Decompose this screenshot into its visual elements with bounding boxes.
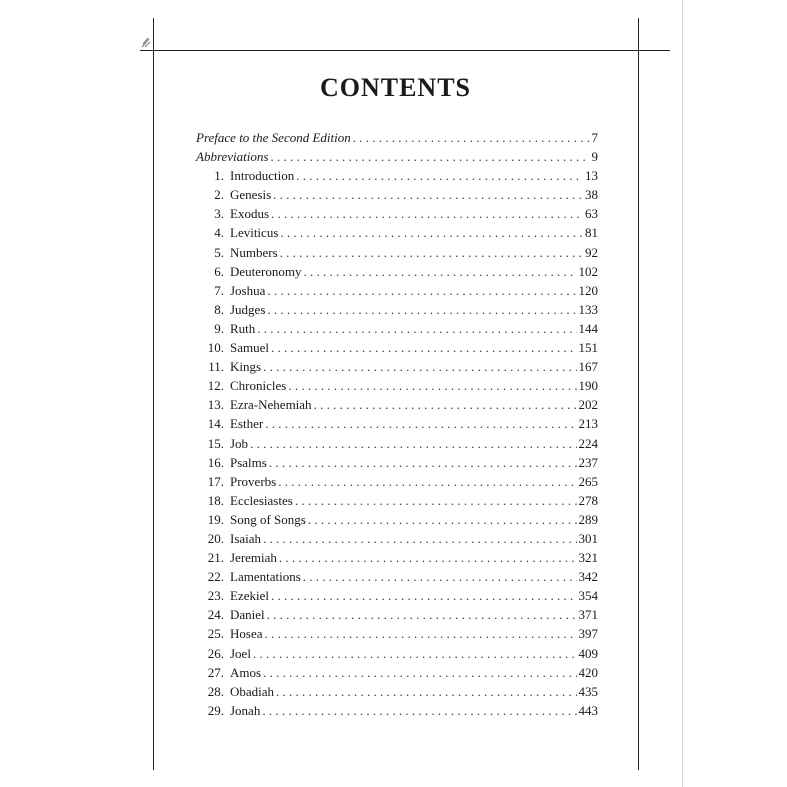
toc-number: 28. bbox=[207, 683, 224, 699]
leader-dots bbox=[271, 586, 577, 605]
leader-dots bbox=[257, 319, 576, 338]
toc-number: 26. bbox=[207, 645, 224, 661]
toc-number: 15. bbox=[207, 435, 224, 451]
toc-entry-chapter[interactable] bbox=[196, 682, 598, 701]
toc-entry-preface[interactable] bbox=[196, 128, 598, 147]
toc-page: 151 bbox=[578, 340, 598, 356]
leader-dots bbox=[269, 453, 577, 472]
leader-dots bbox=[303, 567, 577, 586]
leader-dots bbox=[280, 223, 583, 242]
toc-label: Esther bbox=[230, 416, 264, 432]
toc-page: 13 bbox=[585, 168, 598, 184]
toc-page: 7 bbox=[591, 130, 598, 145]
toc-entry-chapter[interactable] bbox=[196, 243, 598, 262]
toc-page: 144 bbox=[578, 320, 598, 336]
toc-label: Lamentations bbox=[230, 569, 301, 585]
toc-label: Joel bbox=[230, 645, 251, 661]
toc-label: Introduction bbox=[230, 168, 295, 184]
toc-label: Numbers bbox=[230, 244, 278, 260]
toc-entry-chapter[interactable] bbox=[196, 223, 598, 242]
registration-mark-icon bbox=[140, 36, 152, 48]
toc-entry-chapter[interactable] bbox=[196, 624, 598, 643]
toc-number: 2. bbox=[214, 187, 224, 203]
toc-number: 14. bbox=[207, 416, 224, 432]
toc-label: Ecclesiastes bbox=[230, 492, 293, 508]
toc-page: 278 bbox=[578, 492, 598, 508]
toc-label: Obadiah bbox=[230, 683, 275, 699]
toc-entry-chapter[interactable] bbox=[196, 414, 598, 433]
toc-page: 342 bbox=[578, 569, 598, 585]
toc-entry-chapter[interactable] bbox=[196, 434, 598, 453]
toc-page: 289 bbox=[578, 511, 598, 527]
toc-page: 409 bbox=[578, 645, 598, 661]
page-title: CONTENTS bbox=[319, 73, 472, 102]
toc-label: Psalms bbox=[230, 454, 267, 470]
toc-page: 237 bbox=[578, 454, 598, 470]
leader-dots bbox=[263, 357, 576, 376]
leader-dots bbox=[270, 147, 589, 166]
toc-entry-chapter[interactable] bbox=[196, 586, 598, 605]
toc-page: 38 bbox=[585, 187, 598, 203]
crop-line-horizontal bbox=[140, 50, 670, 51]
toc-label: Genesis bbox=[230, 187, 272, 203]
toc-page: 321 bbox=[578, 550, 598, 566]
toc-entry-chapter[interactable] bbox=[196, 605, 598, 624]
leader-dots bbox=[262, 701, 576, 720]
toc-number: 17. bbox=[207, 473, 224, 489]
leader-dots bbox=[308, 510, 577, 529]
toc-number: 3. bbox=[214, 206, 224, 222]
toc-entry-chapter[interactable] bbox=[196, 166, 598, 185]
toc-entry-chapter[interactable] bbox=[196, 204, 598, 223]
leader-dots bbox=[267, 281, 576, 300]
leader-dots bbox=[253, 644, 577, 663]
toc-entry-chapter[interactable] bbox=[196, 453, 598, 472]
leader-dots bbox=[280, 243, 583, 262]
toc-entry-chapter[interactable] bbox=[196, 567, 598, 586]
leader-dots bbox=[288, 376, 576, 395]
toc-entry-chapter[interactable] bbox=[196, 663, 598, 682]
toc-number: 7. bbox=[214, 282, 224, 298]
toc-label: Jonah bbox=[230, 702, 261, 718]
toc-label: Amos bbox=[230, 664, 262, 680]
toc-entry-chapter[interactable] bbox=[196, 300, 598, 319]
toc-page: 81 bbox=[585, 225, 598, 241]
toc-number: 20. bbox=[207, 530, 224, 546]
toc-page: 213 bbox=[578, 416, 598, 432]
toc-entry-chapter[interactable] bbox=[196, 395, 598, 414]
toc-page: 167 bbox=[578, 359, 598, 375]
leader-dots bbox=[263, 663, 576, 682]
leader-dots bbox=[273, 185, 583, 204]
crop-line-right bbox=[638, 18, 639, 770]
toc-label: Daniel bbox=[230, 607, 265, 623]
leader-dots bbox=[296, 166, 583, 185]
toc-page: 120 bbox=[578, 282, 598, 298]
toc-number: 19. bbox=[207, 511, 224, 527]
toc-label: Exodus bbox=[230, 206, 269, 222]
toc-label: Ezekiel bbox=[230, 588, 269, 604]
toc-number: 13. bbox=[207, 397, 224, 413]
toc-entry-chapter[interactable] bbox=[196, 529, 598, 548]
leader-dots bbox=[250, 434, 576, 453]
toc-label: Deuteronomy bbox=[230, 263, 302, 279]
toc-number: 27. bbox=[207, 664, 224, 680]
toc-label: Song of Songs bbox=[230, 511, 306, 527]
toc-number: 1. bbox=[214, 168, 224, 184]
toc-entry-chapter[interactable] bbox=[196, 281, 598, 300]
toc-number: 22. bbox=[207, 569, 224, 585]
toc-number: 25. bbox=[207, 626, 224, 642]
toc-number: 18. bbox=[207, 492, 224, 508]
toc-entry-chapter[interactable] bbox=[196, 376, 598, 395]
toc-label: Abbreviations bbox=[196, 149, 269, 165]
leader-dots bbox=[267, 605, 577, 624]
toc-entry-chapter[interactable] bbox=[196, 644, 598, 663]
toc-label: Samuel bbox=[230, 340, 269, 356]
toc-label: Hosea bbox=[230, 626, 263, 642]
leader-dots bbox=[265, 624, 577, 643]
toc-entry-chapter[interactable] bbox=[196, 357, 598, 376]
toc-page: 202 bbox=[578, 397, 598, 413]
toc-number: 12. bbox=[207, 378, 224, 394]
toc-entry-chapter[interactable] bbox=[196, 319, 598, 338]
leader-dots bbox=[279, 548, 577, 567]
toc-number: 24. bbox=[207, 607, 224, 623]
leader-dots bbox=[276, 682, 576, 701]
toc-entry-chapter[interactable] bbox=[196, 510, 598, 529]
crop-line-left bbox=[153, 18, 154, 770]
leader-dots bbox=[263, 529, 576, 548]
toc-page: 354 bbox=[578, 588, 598, 604]
toc-label: Ruth bbox=[230, 320, 256, 336]
toc-page: 397 bbox=[578, 626, 598, 642]
toc-page: 133 bbox=[578, 301, 598, 317]
toc-page: 435 bbox=[578, 683, 598, 699]
toc-page: 63 bbox=[585, 206, 598, 222]
toc-entry-chapter[interactable] bbox=[196, 548, 598, 567]
toc-number: 23. bbox=[207, 588, 224, 604]
toc-page: 443 bbox=[578, 702, 598, 718]
toc-entry-chapter[interactable] bbox=[196, 185, 598, 204]
toc-number: 11. bbox=[208, 359, 224, 375]
toc-entry-abbreviations[interactable] bbox=[196, 147, 598, 166]
toc-label: Ezra-Nehemiah bbox=[230, 397, 312, 413]
toc-number: 4. bbox=[214, 225, 224, 241]
toc-entry-chapter[interactable] bbox=[196, 262, 598, 281]
toc-number: 6. bbox=[214, 263, 224, 279]
toc-entry-chapter[interactable] bbox=[196, 338, 598, 357]
toc-entry-chapter[interactable] bbox=[196, 491, 598, 510]
leader-dots bbox=[278, 472, 576, 491]
table-of-contents bbox=[196, 128, 598, 720]
toc-entry-chapter[interactable] bbox=[196, 701, 598, 720]
toc-number: 10. bbox=[207, 340, 224, 356]
toc-page: 102 bbox=[578, 263, 598, 279]
toc-page: 301 bbox=[578, 530, 598, 546]
toc-label: Preface to the Second Edition bbox=[196, 130, 351, 145]
toc-page: 190 bbox=[578, 378, 598, 394]
toc-number: 5. bbox=[214, 244, 224, 260]
toc-label: Proverbs bbox=[230, 473, 277, 489]
toc-number: 8. bbox=[214, 301, 224, 317]
toc-number: 29. bbox=[207, 702, 224, 718]
leader-dots bbox=[295, 491, 577, 510]
toc-label: Leviticus bbox=[230, 225, 279, 241]
leader-dots bbox=[271, 338, 577, 357]
leader-dots bbox=[303, 262, 576, 281]
leader-dots bbox=[265, 414, 576, 433]
toc-page: 265 bbox=[578, 473, 598, 489]
toc-entry-chapter[interactable] bbox=[196, 472, 598, 491]
leader-dots bbox=[271, 204, 583, 223]
toc-page: 92 bbox=[585, 244, 598, 260]
toc-label: Chronicles bbox=[230, 378, 287, 394]
leader-dots bbox=[353, 128, 590, 147]
toc-label: Kings bbox=[230, 359, 262, 375]
leader-dots bbox=[314, 395, 577, 414]
toc-page: 371 bbox=[578, 607, 598, 623]
toc-number: 9. bbox=[214, 320, 224, 336]
toc-number: 21. bbox=[207, 550, 224, 566]
toc-number: 16. bbox=[207, 454, 224, 470]
toc-page: 420 bbox=[578, 664, 598, 680]
leader-dots bbox=[267, 300, 576, 319]
toc-label: Joshua bbox=[230, 282, 266, 298]
toc-label: Isaiah bbox=[230, 530, 262, 546]
toc-page: 224 bbox=[578, 435, 598, 451]
page-edge bbox=[682, 0, 683, 787]
toc-page: 9 bbox=[591, 149, 598, 165]
toc-label: Jeremiah bbox=[230, 550, 277, 566]
toc-label: Judges bbox=[230, 301, 266, 317]
toc-label: Job bbox=[230, 435, 249, 451]
